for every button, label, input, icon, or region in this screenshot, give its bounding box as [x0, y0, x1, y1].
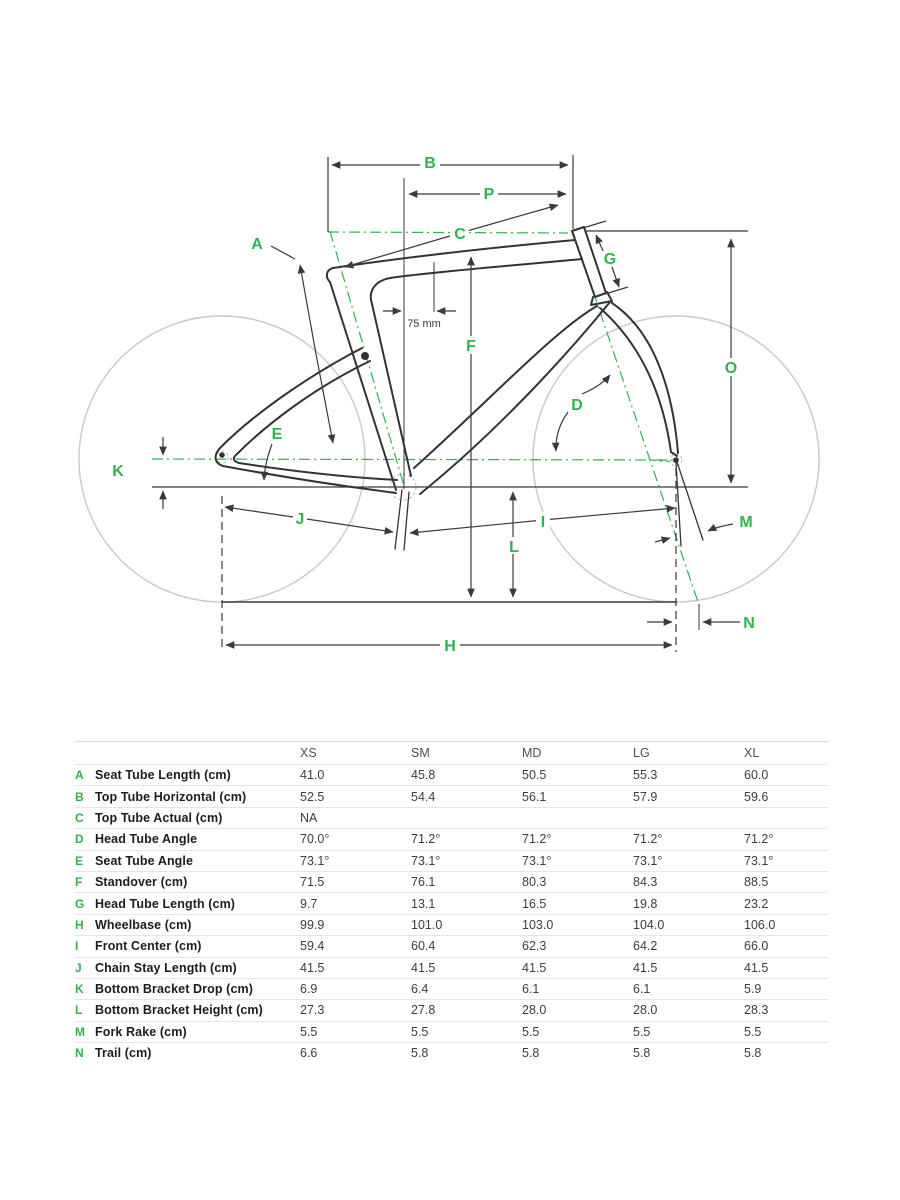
row-value: 16.5	[522, 896, 547, 911]
row-value: 62.3	[522, 939, 547, 954]
row-letter: H	[75, 917, 84, 932]
row-letter: B	[75, 789, 84, 804]
row-value: 6.1	[633, 982, 651, 997]
row-letter: E	[75, 853, 84, 868]
row-value: 101.0	[411, 917, 443, 932]
row-label: Head Tube Length (cm)	[95, 896, 236, 911]
row-letter: G	[75, 896, 85, 911]
dim-label-o: O	[724, 360, 738, 377]
row-value: 84.3	[633, 875, 658, 890]
row-value: 41.5	[522, 960, 547, 975]
row-letter: J	[75, 960, 82, 975]
row-value: 71.5	[300, 875, 325, 890]
row-value: 27.3	[300, 1003, 325, 1018]
row-value: 5.5	[744, 1024, 762, 1039]
dim-label-j: J	[295, 511, 305, 528]
table-body	[75, 764, 828, 1063]
row-label: Top Tube Actual (cm)	[95, 810, 223, 825]
row-value: 5.5	[522, 1024, 540, 1039]
row-value: 28.3	[744, 1003, 769, 1018]
frame	[216, 227, 703, 550]
dim-label-f: F	[466, 338, 476, 355]
row-letter: C	[75, 810, 84, 825]
row-value: 56.1	[522, 789, 547, 804]
row-value: 64.2	[633, 939, 658, 954]
row-value: 73.1°	[300, 853, 330, 868]
row-value: 5.5	[300, 1024, 318, 1039]
row-value: 60.0	[744, 768, 769, 783]
row-letter: L	[75, 1003, 83, 1018]
dim-label-h: H	[444, 638, 456, 655]
row-value: 13.1	[411, 896, 436, 911]
dim-label-n: N	[743, 615, 755, 632]
row-value: 5.8	[522, 1046, 540, 1061]
reference-axes	[152, 231, 700, 608]
row-value: 5.8	[411, 1046, 429, 1061]
row-value: 41.5	[633, 960, 658, 975]
geometry-table	[75, 741, 828, 1063]
table-header-row	[75, 741, 828, 764]
row-value: 41.0	[300, 768, 325, 783]
table-row	[75, 828, 828, 849]
fork-axis-tick	[676, 463, 681, 546]
row-label: Fork Rake (cm)	[95, 1024, 187, 1039]
row-value: 52.5	[300, 789, 325, 804]
seat-tube-right-edge	[371, 259, 582, 476]
row-letter: D	[75, 832, 84, 847]
row-value: 6.6	[300, 1046, 318, 1061]
table-row	[75, 978, 828, 999]
row-value: 45.8	[411, 768, 436, 783]
row-value: 106.0	[744, 917, 776, 932]
front-dropout	[673, 457, 679, 463]
row-letter: A	[75, 768, 84, 783]
table-row	[75, 850, 828, 871]
size-column-header: LG	[633, 746, 650, 760]
row-value: 19.8	[633, 896, 658, 911]
row-letter: N	[75, 1046, 84, 1061]
down-tube-inner	[414, 306, 597, 468]
axle-height-line	[152, 459, 676, 460]
table-row	[75, 1042, 828, 1063]
dim-label-l: L	[509, 539, 519, 556]
row-value: 28.0	[522, 1003, 547, 1018]
row-value: 71.2°	[633, 832, 663, 847]
row-value: 6.4	[411, 982, 429, 997]
row-value: 76.1	[411, 875, 436, 890]
row-value: 73.1°	[522, 853, 552, 868]
row-label: Bottom Bracket Height (cm)	[95, 1003, 263, 1018]
row-value: 41.5	[411, 960, 436, 975]
row-label: Trail (cm)	[95, 1046, 152, 1061]
row-label: Seat Tube Angle	[95, 853, 194, 868]
seat-stay-pivot	[361, 352, 369, 360]
row-value: 103.0	[522, 917, 554, 932]
row-value: 6.9	[300, 982, 318, 997]
row-letter: I	[75, 939, 79, 954]
row-label: Wheelbase (cm)	[95, 917, 192, 932]
row-value: 5.5	[411, 1024, 429, 1039]
row-value: 27.8	[411, 1003, 436, 1018]
dim-label-e: E	[271, 426, 283, 443]
dim-label-a: A	[251, 236, 263, 253]
dim-D	[556, 375, 610, 451]
hub-details	[216, 451, 682, 500]
size-column-header: XL	[744, 746, 760, 760]
dim-label-i: I	[540, 514, 546, 531]
row-value: 73.1°	[633, 853, 663, 868]
size-column-header: MD	[522, 746, 542, 760]
row-value: 71.2°	[522, 832, 552, 847]
table-row	[75, 1021, 828, 1042]
reference-lines	[152, 178, 748, 652]
table-row	[75, 935, 828, 956]
table-row	[75, 871, 828, 892]
row-value: 41.5	[300, 960, 325, 975]
dim-A	[271, 246, 333, 443]
dim-label-p: P	[483, 186, 495, 203]
row-label: Bottom Bracket Drop (cm)	[95, 982, 253, 997]
row-value: 5.5	[633, 1024, 651, 1039]
row-value: 23.2	[744, 896, 769, 911]
row-label: Chain Stay Length (cm)	[95, 960, 237, 975]
row-value: 41.5	[744, 960, 769, 975]
row-value: 70.0°	[300, 832, 330, 847]
row-value: 80.3	[522, 875, 547, 890]
dim-M	[655, 524, 733, 542]
table-row	[75, 914, 828, 935]
row-value: 88.5	[744, 875, 769, 890]
row-value: 71.2°	[744, 832, 774, 847]
row-label: Seat Tube Length (cm)	[95, 768, 231, 783]
size-column-header: XS	[300, 746, 317, 760]
dim-label-d: D	[571, 397, 583, 414]
row-value: 99.9	[300, 917, 325, 932]
row-value: 55.3	[633, 768, 658, 783]
rear-dropout	[219, 452, 225, 458]
table-row	[75, 785, 828, 806]
row-letter: M	[75, 1024, 85, 1039]
row-value: 54.4	[411, 789, 436, 804]
row-value: 59.4	[300, 939, 325, 954]
head-tube	[572, 227, 606, 297]
size-column-header: SM	[411, 746, 430, 760]
row-label: Top Tube Horizontal (cm)	[95, 789, 247, 804]
row-value: 57.9	[633, 789, 658, 804]
row-value: NA	[300, 810, 318, 825]
dim-label-c: C	[454, 226, 466, 243]
label-backing	[293, 154, 740, 654]
row-value: 9.7	[300, 896, 318, 911]
row-value: 60.4	[411, 939, 436, 954]
row-letter: K	[75, 982, 84, 997]
row-value: 28.0	[633, 1003, 658, 1018]
row-value: 104.0	[633, 917, 665, 932]
row-label: Head Tube Angle	[95, 832, 198, 847]
row-value: 73.1°	[411, 853, 441, 868]
row-letter: F	[75, 875, 83, 890]
row-value: 5.9	[744, 982, 762, 997]
table-row	[75, 764, 828, 785]
top-tube-horizontal-line	[328, 232, 568, 233]
row-label: Front Center (cm)	[95, 939, 202, 954]
dim-J	[225, 507, 393, 532]
table-row	[75, 999, 828, 1020]
row-value: 5.8	[744, 1046, 762, 1061]
dim-label-g: G	[603, 251, 617, 268]
row-value: 73.1°	[744, 853, 774, 868]
row-label: Standover (cm)	[95, 875, 188, 890]
dim-label-k: K	[112, 463, 124, 480]
seatpost-offset-annotation: 75 mm	[407, 318, 441, 330]
row-value: 6.1	[522, 982, 540, 997]
row-value: 5.8	[633, 1046, 651, 1061]
row-value: 71.2°	[411, 832, 441, 847]
row-value: 59.6	[744, 789, 769, 804]
dim-label-m: M	[739, 514, 753, 531]
row-value: 66.0	[744, 939, 769, 954]
table-row	[75, 892, 828, 913]
fork-rake-tick	[677, 462, 703, 540]
row-value: 50.5	[522, 768, 547, 783]
table-row	[75, 807, 828, 828]
dim-label-b: B	[424, 155, 436, 172]
table-row	[75, 957, 828, 978]
